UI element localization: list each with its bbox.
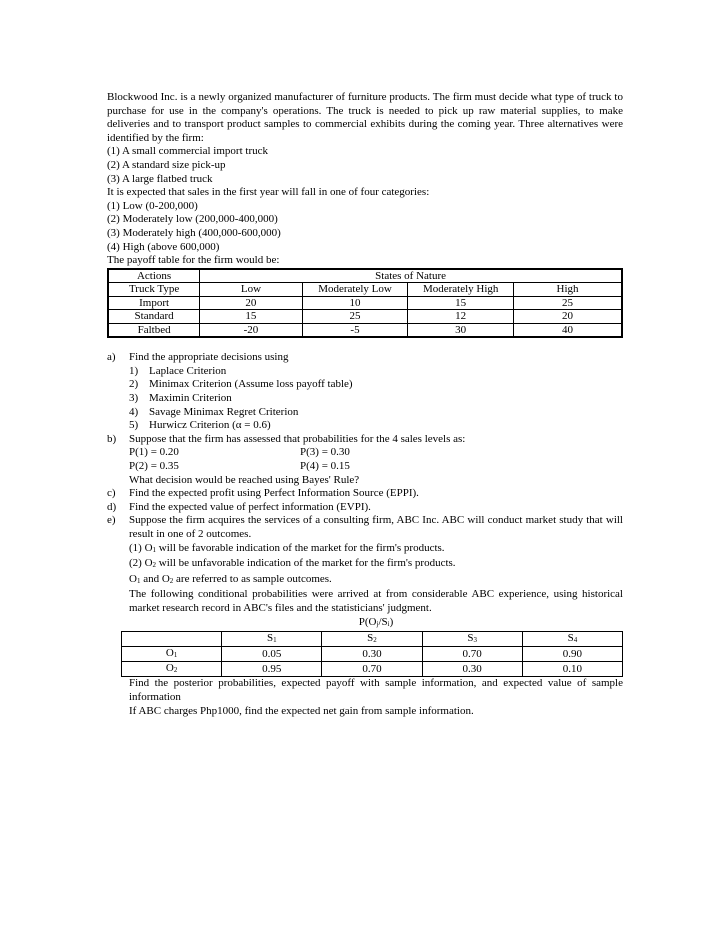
item-text: Savage Minimax Regret Criterion — [149, 405, 299, 418]
table-cell: -20 — [200, 323, 302, 337]
table-header-cell: $S_2$ — [322, 631, 422, 646]
item-text: Laplace Criterion — [149, 364, 227, 377]
question-c — [107, 487, 623, 501]
table-cell: 0.30 — [322, 646, 422, 661]
subscript: j — [376, 619, 379, 628]
table-row — [122, 631, 623, 646]
table-row — [122, 662, 623, 677]
outcome-item — [107, 557, 623, 573]
question-b — [107, 433, 623, 447]
probability-row — [107, 446, 623, 460]
conditional-table-title — [107, 616, 623, 631]
item-text: Minimax Criterion (Assume loss payoff table) — [149, 378, 353, 391]
question-text: Find the expected profit using Perfect Information Source (EPPI). — [129, 487, 419, 500]
table-cell: $O_2$ — [122, 662, 222, 677]
note-text: are referred to as sample outcomes. — [173, 572, 332, 585]
probability-value: P(1) = 0.20 — [129, 446, 179, 459]
note-text: O — [129, 572, 137, 585]
posterior-question: Find the posterior probabilities, expected payoff with sample information, and expected value of sample information — [129, 677, 623, 703]
table-cell: 25 — [514, 296, 622, 310]
table-cell: Import — [108, 296, 200, 310]
question-text: Suppose the firm acquires the services of a consulting firm, ABC Inc. ABC will conduct market study that will result in one of 2 outcomes. — [129, 514, 623, 540]
probability-value: P(3) = 0.30 — [300, 446, 350, 459]
list-item: (2) Moderately low (200,000-400,000) — [107, 213, 278, 226]
table-header-cell: Moderately Low — [302, 283, 408, 297]
question-text: What decision would be reached using Bayes' Rule? — [129, 473, 360, 486]
table-row — [108, 283, 622, 297]
outcome-text: (2) O — [129, 557, 153, 570]
probability-row — [107, 460, 623, 474]
categories-list — [107, 200, 623, 254]
criterion-item — [107, 378, 623, 392]
conditional-probabilities-text: The following conditional probabilities were arrived at from considerable ABC experience, using historical market research record in ABC's files and the statisticians' judgment. — [129, 588, 623, 614]
table-cell: 10 — [302, 296, 408, 310]
subscript: 1 — [152, 545, 157, 554]
alternatives-list — [107, 145, 623, 186]
outcome-text: will be unfavorable indication of the market for the firm's products. — [156, 557, 456, 570]
table-cell: -5 — [302, 323, 408, 337]
list-item: (4) High (above 600,000) — [107, 240, 220, 253]
table-cell: 0.05 — [222, 646, 322, 661]
item-number: 5) — [129, 419, 139, 432]
title-text: P(O — [358, 615, 377, 628]
table-header-cell: $S_4$ — [522, 631, 622, 646]
subscript: i — [387, 619, 390, 628]
table-header-cell: Moderately High — [408, 283, 514, 297]
outcome-text: will be favorable indication of the market for the firm's products. — [156, 541, 445, 554]
question-d — [107, 501, 623, 515]
item-text: Maximin Criterion — [149, 392, 232, 404]
sales-intro: It is expected that sales in the first year will fall in one of four categories: — [107, 186, 430, 199]
subscript: 1 — [136, 576, 141, 585]
list-item: (2) A standard size pick-up — [107, 158, 226, 171]
table-cell: Standard — [108, 310, 200, 324]
table-cell: 15 — [200, 310, 302, 324]
net-gain-question: If ABC charges Php1000, find the expected net gain from sample information. — [129, 704, 474, 717]
table-cell: 0.70 — [322, 662, 422, 677]
item-number: 1) — [129, 364, 139, 377]
table-header-cell: Low — [200, 283, 302, 297]
table-row — [108, 269, 622, 283]
table-cell: 0.10 — [522, 662, 622, 677]
list-item: (3) A large flatbed truck — [107, 172, 213, 185]
table-cell: 12 — [408, 310, 514, 324]
table-cell: 25 — [302, 310, 408, 324]
criterion-item — [107, 365, 623, 379]
criterion-item — [107, 406, 623, 420]
list-item: (1) Low (0-200,000) — [107, 199, 198, 212]
outcome-text: (1) O — [129, 541, 153, 554]
table-cell: 20 — [200, 296, 302, 310]
title-text: /S — [378, 615, 388, 628]
item-number: 4) — [129, 405, 139, 418]
question-label: e) — [107, 514, 116, 527]
table-cell: 40 — [514, 323, 622, 337]
table-row — [108, 310, 622, 324]
note-text: and O — [140, 572, 170, 585]
question-e — [107, 514, 623, 541]
question-a — [107, 351, 623, 365]
subscript: 2 — [169, 576, 174, 585]
probability-value: P(4) = 0.15 — [300, 459, 350, 472]
table-header-cell: $S_1$ — [222, 631, 322, 646]
conditional-probability-table — [121, 631, 623, 678]
question-text: Find the appropriate decisions using — [129, 351, 289, 364]
question-text: Find the expected value of perfect information (EVPI). — [129, 500, 371, 513]
table-header-cell: Truck Type — [108, 283, 200, 297]
table-row — [108, 323, 622, 337]
item-number: 3) — [129, 392, 139, 404]
intro-paragraph: Blockwood Inc. is a newly organized manufacturer of furniture products. The firm must decide what type of truck to purchase for use in the company's operations. The truck is needed to pick up raw material supplies, to make deliveries and to transport product samples to commercial exhibits during the coming year. Three alternatives were identified by the firm: — [107, 91, 623, 144]
subscript: 2 — [152, 561, 157, 570]
table-cell: 0.90 — [522, 646, 622, 661]
item-number: 2) — [129, 378, 139, 391]
item-text: Hurwicz Criterion (α = 0.6) — [149, 419, 271, 432]
outcome-item — [107, 542, 623, 558]
table-header-cell: States of Nature — [200, 269, 622, 283]
table-cell: 0.70 — [422, 646, 522, 661]
criterion-item — [107, 392, 623, 406]
table-cell: 0.95 — [222, 662, 322, 677]
probability-value: P(2) = 0.35 — [129, 459, 179, 472]
table-header-cell: $S_3$ — [422, 631, 522, 646]
question-label: a) — [107, 351, 116, 364]
table-cell: $O_1$ — [122, 646, 222, 661]
criterion-item — [107, 419, 623, 433]
table-header-cell: High — [514, 283, 622, 297]
table-row — [108, 296, 622, 310]
table-cell: 0.30 — [422, 662, 522, 677]
sample-outcomes-note — [107, 573, 623, 589]
table-cell: 15 — [408, 296, 514, 310]
title-text: ) — [389, 615, 394, 628]
question-label: d) — [107, 500, 117, 513]
table-header-cell — [122, 631, 222, 646]
table-cell: 30 — [408, 323, 514, 337]
table-cell: 20 — [514, 310, 622, 324]
question-text: Suppose that the firm has assessed that probabilities for the 4 sales levels as: — [129, 432, 466, 445]
table-header-cell: Actions — [108, 269, 200, 283]
payoff-table — [107, 268, 623, 339]
table-cell: Faltbed — [108, 323, 200, 337]
table-row — [122, 646, 623, 661]
document-page — [107, 91, 623, 718]
list-item: (1) A small commercial import truck — [107, 145, 268, 158]
question-label: c) — [107, 487, 116, 500]
list-item: (3) Moderately high (400,000-600,000) — [107, 226, 281, 239]
payoff-intro: The payoff table for the firm would be: — [107, 254, 280, 267]
question-label: b) — [107, 432, 117, 445]
